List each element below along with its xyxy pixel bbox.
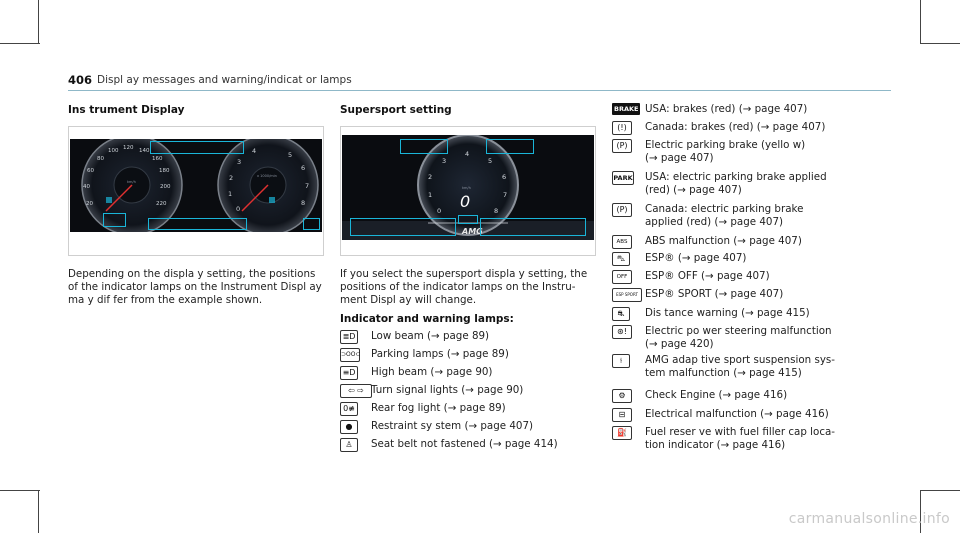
supersport-paragraph: If you select the supersport displa y setting, the positions of the indicator lamps on the Instru‐ ment Displ ay will change. xyxy=(340,268,588,307)
crop-mark xyxy=(920,490,960,491)
list-item: Canada: electric parking brake applied (red) (→ page 407) xyxy=(645,203,804,229)
list-item: ESP® (→ page 407) xyxy=(645,252,747,264)
list-item: AMG adap tive sport suspension sys‐ tem malfunction (→ page 415) xyxy=(645,354,836,380)
power-steering-icon: ⊛! xyxy=(612,325,632,339)
gauge-tick-0: 0 xyxy=(437,207,442,215)
list-item: ESP® SPORT (→ page 407) xyxy=(645,288,784,300)
list-item: Restraint sy stem (→ page 407) xyxy=(371,420,534,432)
indicator-zone-left xyxy=(103,213,126,227)
check-engine-icon: ⚙ xyxy=(612,389,632,403)
list-item: Canada: brakes (red) (→ page 407) xyxy=(645,121,826,133)
rpm-tick-1: 1 xyxy=(228,190,233,198)
rpm-unit: x 1000/min xyxy=(257,174,277,178)
indicator-zone-bottom xyxy=(148,218,247,230)
supersport-screen xyxy=(342,135,594,240)
esp-icon: ⛍ xyxy=(612,252,630,266)
fuel-reserve-icon: ⛽ xyxy=(612,426,632,440)
gauge-tick-8: 8 xyxy=(494,207,499,215)
indicator-zone-right xyxy=(303,218,320,230)
parking-brake-canada-icon: (P) xyxy=(612,203,632,217)
gauge-tick-3: 3 xyxy=(442,157,447,165)
speed-tick-180: 180 xyxy=(159,168,170,174)
rpm-tick-5: 5 xyxy=(288,151,293,159)
rpm-tick-6: 6 xyxy=(301,164,306,172)
indicator-zone-bottom-left xyxy=(350,218,456,236)
crop-mark xyxy=(920,0,921,44)
supersport-heading: Supersport setting xyxy=(340,104,452,116)
header-rule xyxy=(68,90,891,91)
rpm-tick-4: 4 xyxy=(252,147,257,155)
crop-mark xyxy=(0,43,40,44)
gauge-tick-4: 4 xyxy=(465,150,470,158)
indicator-zone-top xyxy=(150,141,244,154)
instrument-display-screen xyxy=(70,139,322,232)
speed-readout: 0 xyxy=(460,192,471,211)
battery-icon: ⊟ xyxy=(612,408,632,422)
indicator-zone-top-right xyxy=(486,139,534,154)
list-item: Rear fog light (→ page 89) xyxy=(371,402,506,414)
brake-canada-icon: (!) xyxy=(612,121,632,135)
speed-tick-80: 80 xyxy=(97,156,104,162)
distance-warning-icon: ⛐ xyxy=(612,307,630,321)
rear-fog-light-icon: 0≢ xyxy=(340,402,358,416)
list-item: Fuel reser ve with fuel filler cap loca‐ tion indicator (→ page 416) xyxy=(645,426,836,452)
gauge-tick-7: 7 xyxy=(503,191,508,199)
speed-unit: km/h xyxy=(127,180,136,184)
speed-tick-140: 140 xyxy=(139,148,150,154)
speed-tick-60: 60 xyxy=(87,168,94,174)
indicator-zone-top-left xyxy=(400,139,448,154)
speed-tick-220: 220 xyxy=(156,201,167,207)
crop-mark xyxy=(920,43,960,44)
list-item: High beam (→ page 90) xyxy=(371,366,493,378)
speed-tick-160: 160 xyxy=(152,156,163,162)
list-item: Dis tance warning (→ page 415) xyxy=(645,307,810,319)
speed-tick-100: 100 xyxy=(108,148,119,154)
list-item: Electrical malfunction (→ page 416) xyxy=(645,408,829,420)
page-number: 406 xyxy=(68,73,93,87)
rpm-tick-7: 7 xyxy=(305,182,310,190)
crop-mark xyxy=(0,490,40,491)
speed-tick-200: 200 xyxy=(160,184,171,190)
rpm-tick-3: 3 xyxy=(237,158,242,166)
rpm-tick-2: 2 xyxy=(229,174,234,182)
esp-sport-icon: ESP SPORT xyxy=(612,288,642,302)
speed-tick-20: 20 xyxy=(86,201,93,207)
list-item: Low beam (→ page 89) xyxy=(371,330,490,342)
esp-off-icon: OFF xyxy=(612,270,632,284)
park-usa-icon: PARK xyxy=(612,171,634,185)
speed-unit: km/h xyxy=(462,186,471,190)
indicator-zone-bottom-right xyxy=(480,218,586,236)
list-item: Turn signal lights (→ page 90) xyxy=(371,384,524,396)
abs-icon: ABS xyxy=(612,235,632,249)
electric-parking-brake-icon: (P) xyxy=(612,139,632,153)
supersport-figure xyxy=(340,126,596,256)
high-beam-icon: ≡D xyxy=(340,366,358,380)
list-item: Parking lamps (→ page 89) xyxy=(371,348,509,360)
list-item: ABS malfunction (→ page 407) xyxy=(645,235,802,247)
instrument-display-heading: Ins trument Display xyxy=(68,104,185,116)
restraint-system-icon: ● xyxy=(340,420,358,434)
list-item: USA: electric parking brake applied (red) (→ page 407) xyxy=(645,171,827,197)
crop-mark xyxy=(38,490,39,533)
speed-tick-40: 40 xyxy=(83,184,90,190)
list-item: ESP® OFF (→ page 407) xyxy=(645,270,770,282)
seat-belt-icon: ♙ xyxy=(340,438,358,452)
watermark: carmanualsonline.info xyxy=(788,511,950,527)
instrument-display-figure xyxy=(68,126,324,256)
instrument-display-paragraph: Depending on the displa y setting, the positions of the indicator lamps on the Instrument Displ ay ma y dif fer from the example shown. xyxy=(68,268,322,307)
gauge-tick-5: 5 xyxy=(488,157,493,165)
rpm-tick-0: 0 xyxy=(236,205,241,213)
brake-usa-icon: BRAKE xyxy=(614,105,639,113)
list-item: Check Engine (→ page 416) xyxy=(645,389,788,401)
list-item: Seat belt not fastened (→ page 414) xyxy=(371,438,558,450)
section-title: Displ ay messages and warning/indicat or lamps xyxy=(97,74,352,86)
parking-lamps-icon: ⊃OO⊂ xyxy=(340,348,360,362)
list-item: Electric po wer steering malfunction (→ page 420) xyxy=(645,325,832,351)
amg-suspension-icon: ⫮ xyxy=(612,354,630,368)
rpm-tick-8: 8 xyxy=(301,199,306,207)
indicator-zone-center xyxy=(458,215,478,224)
gauge-tick-1: 1 xyxy=(428,191,433,199)
crop-mark xyxy=(38,0,39,44)
gauge-tick-6: 6 xyxy=(502,173,507,181)
list-item: Electric parking brake (yello w) (→ page 407) xyxy=(645,139,806,165)
list-item: USA: brakes (red) (→ page 407) xyxy=(645,103,808,115)
lamp-list-heading: Indicator and warning lamps: xyxy=(340,313,514,325)
gauge-tick-2: 2 xyxy=(428,173,433,181)
speed-tick-120: 120 xyxy=(123,145,134,151)
turn-signal-icon: ⇦ ⇨ xyxy=(340,384,372,398)
low-beam-icon: ≣D xyxy=(340,330,358,344)
amg-badge: AMG xyxy=(462,227,483,236)
